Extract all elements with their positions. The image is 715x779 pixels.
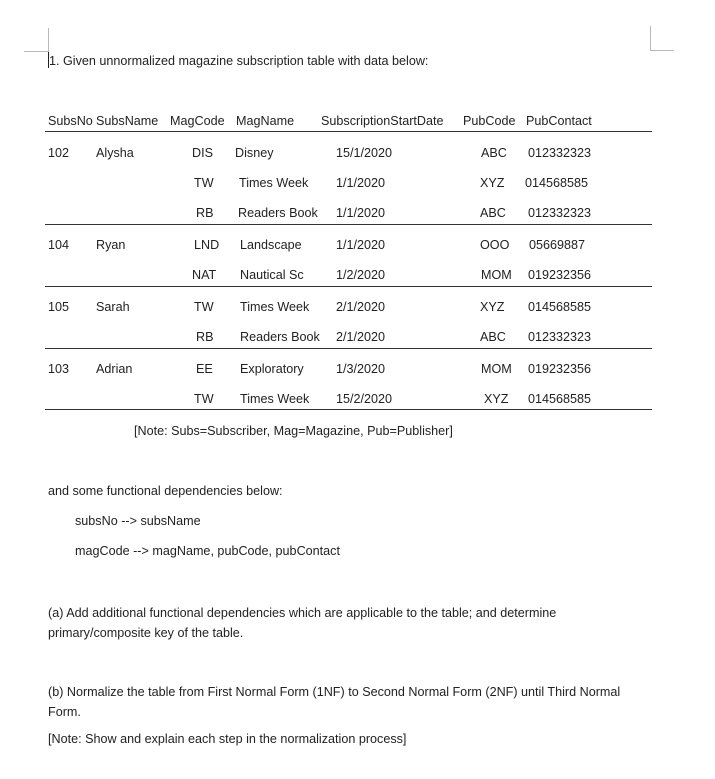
table-cell: OOO bbox=[480, 238, 510, 252]
question-title: 1. Given unnormalized magazine subscription table with data below: bbox=[49, 54, 429, 68]
table-cell: EE bbox=[196, 362, 213, 376]
table-cell: 012332323 bbox=[528, 146, 592, 160]
table-cell: 15/2/2020 bbox=[336, 392, 393, 406]
table-cell: 019232356 bbox=[528, 362, 592, 376]
column-header: PubContact bbox=[526, 114, 592, 128]
fd-intro: and some functional dependencies below: bbox=[48, 484, 283, 498]
table-cell: Adrian bbox=[96, 362, 133, 376]
table-cell: Disney bbox=[235, 146, 274, 160]
table-cell: 014568585 bbox=[528, 392, 592, 406]
table-cell: Nautical Sc bbox=[240, 268, 304, 282]
table-cell: LND bbox=[194, 238, 220, 252]
table-cell: Alysha bbox=[96, 146, 134, 160]
table-cell: NAT bbox=[192, 268, 217, 282]
question-part-a: (a) Add additional functional dependencies which are applicable to the table; and determine primary/composite key of the table. bbox=[48, 606, 557, 640]
table-rule bbox=[45, 131, 652, 132]
table-cell: 102 bbox=[48, 146, 70, 160]
table-cell: 012332323 bbox=[528, 330, 592, 344]
table-cell: TW bbox=[194, 392, 214, 406]
table-cell: TW bbox=[194, 176, 214, 190]
functional-dependency: subsNo --> subsName bbox=[75, 514, 201, 528]
table-cell: MOM bbox=[481, 362, 512, 376]
question-part-b: (b) Normalize the table from First Normal Form (1NF) to Second Normal Form (2NF) until Third Normal Form. bbox=[48, 685, 621, 719]
table-cell: 2/1/2020 bbox=[336, 300, 386, 314]
table-cell: 1/1/2020 bbox=[336, 238, 386, 252]
table-cell: Readers Book bbox=[238, 206, 318, 220]
column-header: PubCode bbox=[463, 114, 516, 128]
table-cell: Times Week bbox=[239, 176, 309, 190]
normalization-note: [Note: Show and explain each step in the normalization process] bbox=[48, 732, 407, 746]
table-cell: 1/1/2020 bbox=[336, 206, 386, 220]
table-cell: Times Week bbox=[240, 392, 310, 406]
table-cell: 019232356 bbox=[528, 268, 592, 282]
column-header: MagName bbox=[236, 114, 295, 128]
page-corner-mark bbox=[24, 51, 48, 52]
table-rule bbox=[45, 409, 652, 410]
table-cell: Times Week bbox=[240, 300, 310, 314]
table-cell: XYZ bbox=[480, 300, 505, 314]
table-cell: RB bbox=[196, 330, 214, 344]
table-cell: MOM bbox=[481, 268, 512, 282]
table-cell: TW bbox=[194, 300, 214, 314]
column-header: SubsName bbox=[96, 114, 159, 128]
table-cell: Landscape bbox=[240, 238, 302, 252]
table-cell: 1/3/2020 bbox=[336, 362, 386, 376]
table-cell: 105 bbox=[48, 300, 70, 314]
table-rule bbox=[45, 224, 652, 225]
table-cell: XYZ bbox=[484, 392, 509, 406]
table-cell: 1/1/2020 bbox=[336, 176, 386, 190]
table-cell: XYZ bbox=[480, 176, 505, 190]
table-cell: ABC bbox=[480, 330, 506, 344]
table-cell: 014568585 bbox=[525, 176, 589, 190]
table-rule bbox=[45, 286, 652, 287]
functional-dependency: magCode --> magName, pubCode, pubContact bbox=[75, 544, 340, 558]
table-cell: 104 bbox=[48, 238, 70, 252]
table-cell: 103 bbox=[48, 362, 70, 376]
table-cell: 1/2/2020 bbox=[336, 268, 386, 282]
table-cell: 15/1/2020 bbox=[336, 146, 393, 160]
table-cell: 014568585 bbox=[528, 300, 592, 314]
table-cell: Exploratory bbox=[240, 362, 304, 376]
column-header: MagCode bbox=[170, 114, 225, 128]
table-cell: Readers Book bbox=[240, 330, 320, 344]
table-cell: 012332323 bbox=[528, 206, 592, 220]
column-header: SubsNo bbox=[48, 114, 93, 128]
column-header: SubscriptionStartDate bbox=[321, 114, 444, 128]
table-cell: Ryan bbox=[96, 238, 126, 252]
table-cell: 2/1/2020 bbox=[336, 330, 386, 344]
table-cell: RB bbox=[196, 206, 214, 220]
page-corner-mark bbox=[650, 26, 651, 50]
page-corner-mark bbox=[48, 28, 49, 52]
table-cell: ABC bbox=[480, 206, 506, 220]
page-corner-mark bbox=[650, 50, 674, 51]
table-cell: ABC bbox=[481, 146, 507, 160]
table-cell: Sarah bbox=[96, 300, 130, 314]
table-rule bbox=[45, 348, 652, 349]
abbreviation-note: [Note: Subs=Subscriber, Mag=Magazine, Pub=Publisher] bbox=[134, 424, 453, 438]
table-cell: 05669887 bbox=[529, 238, 586, 252]
table-cell: DIS bbox=[192, 146, 213, 160]
